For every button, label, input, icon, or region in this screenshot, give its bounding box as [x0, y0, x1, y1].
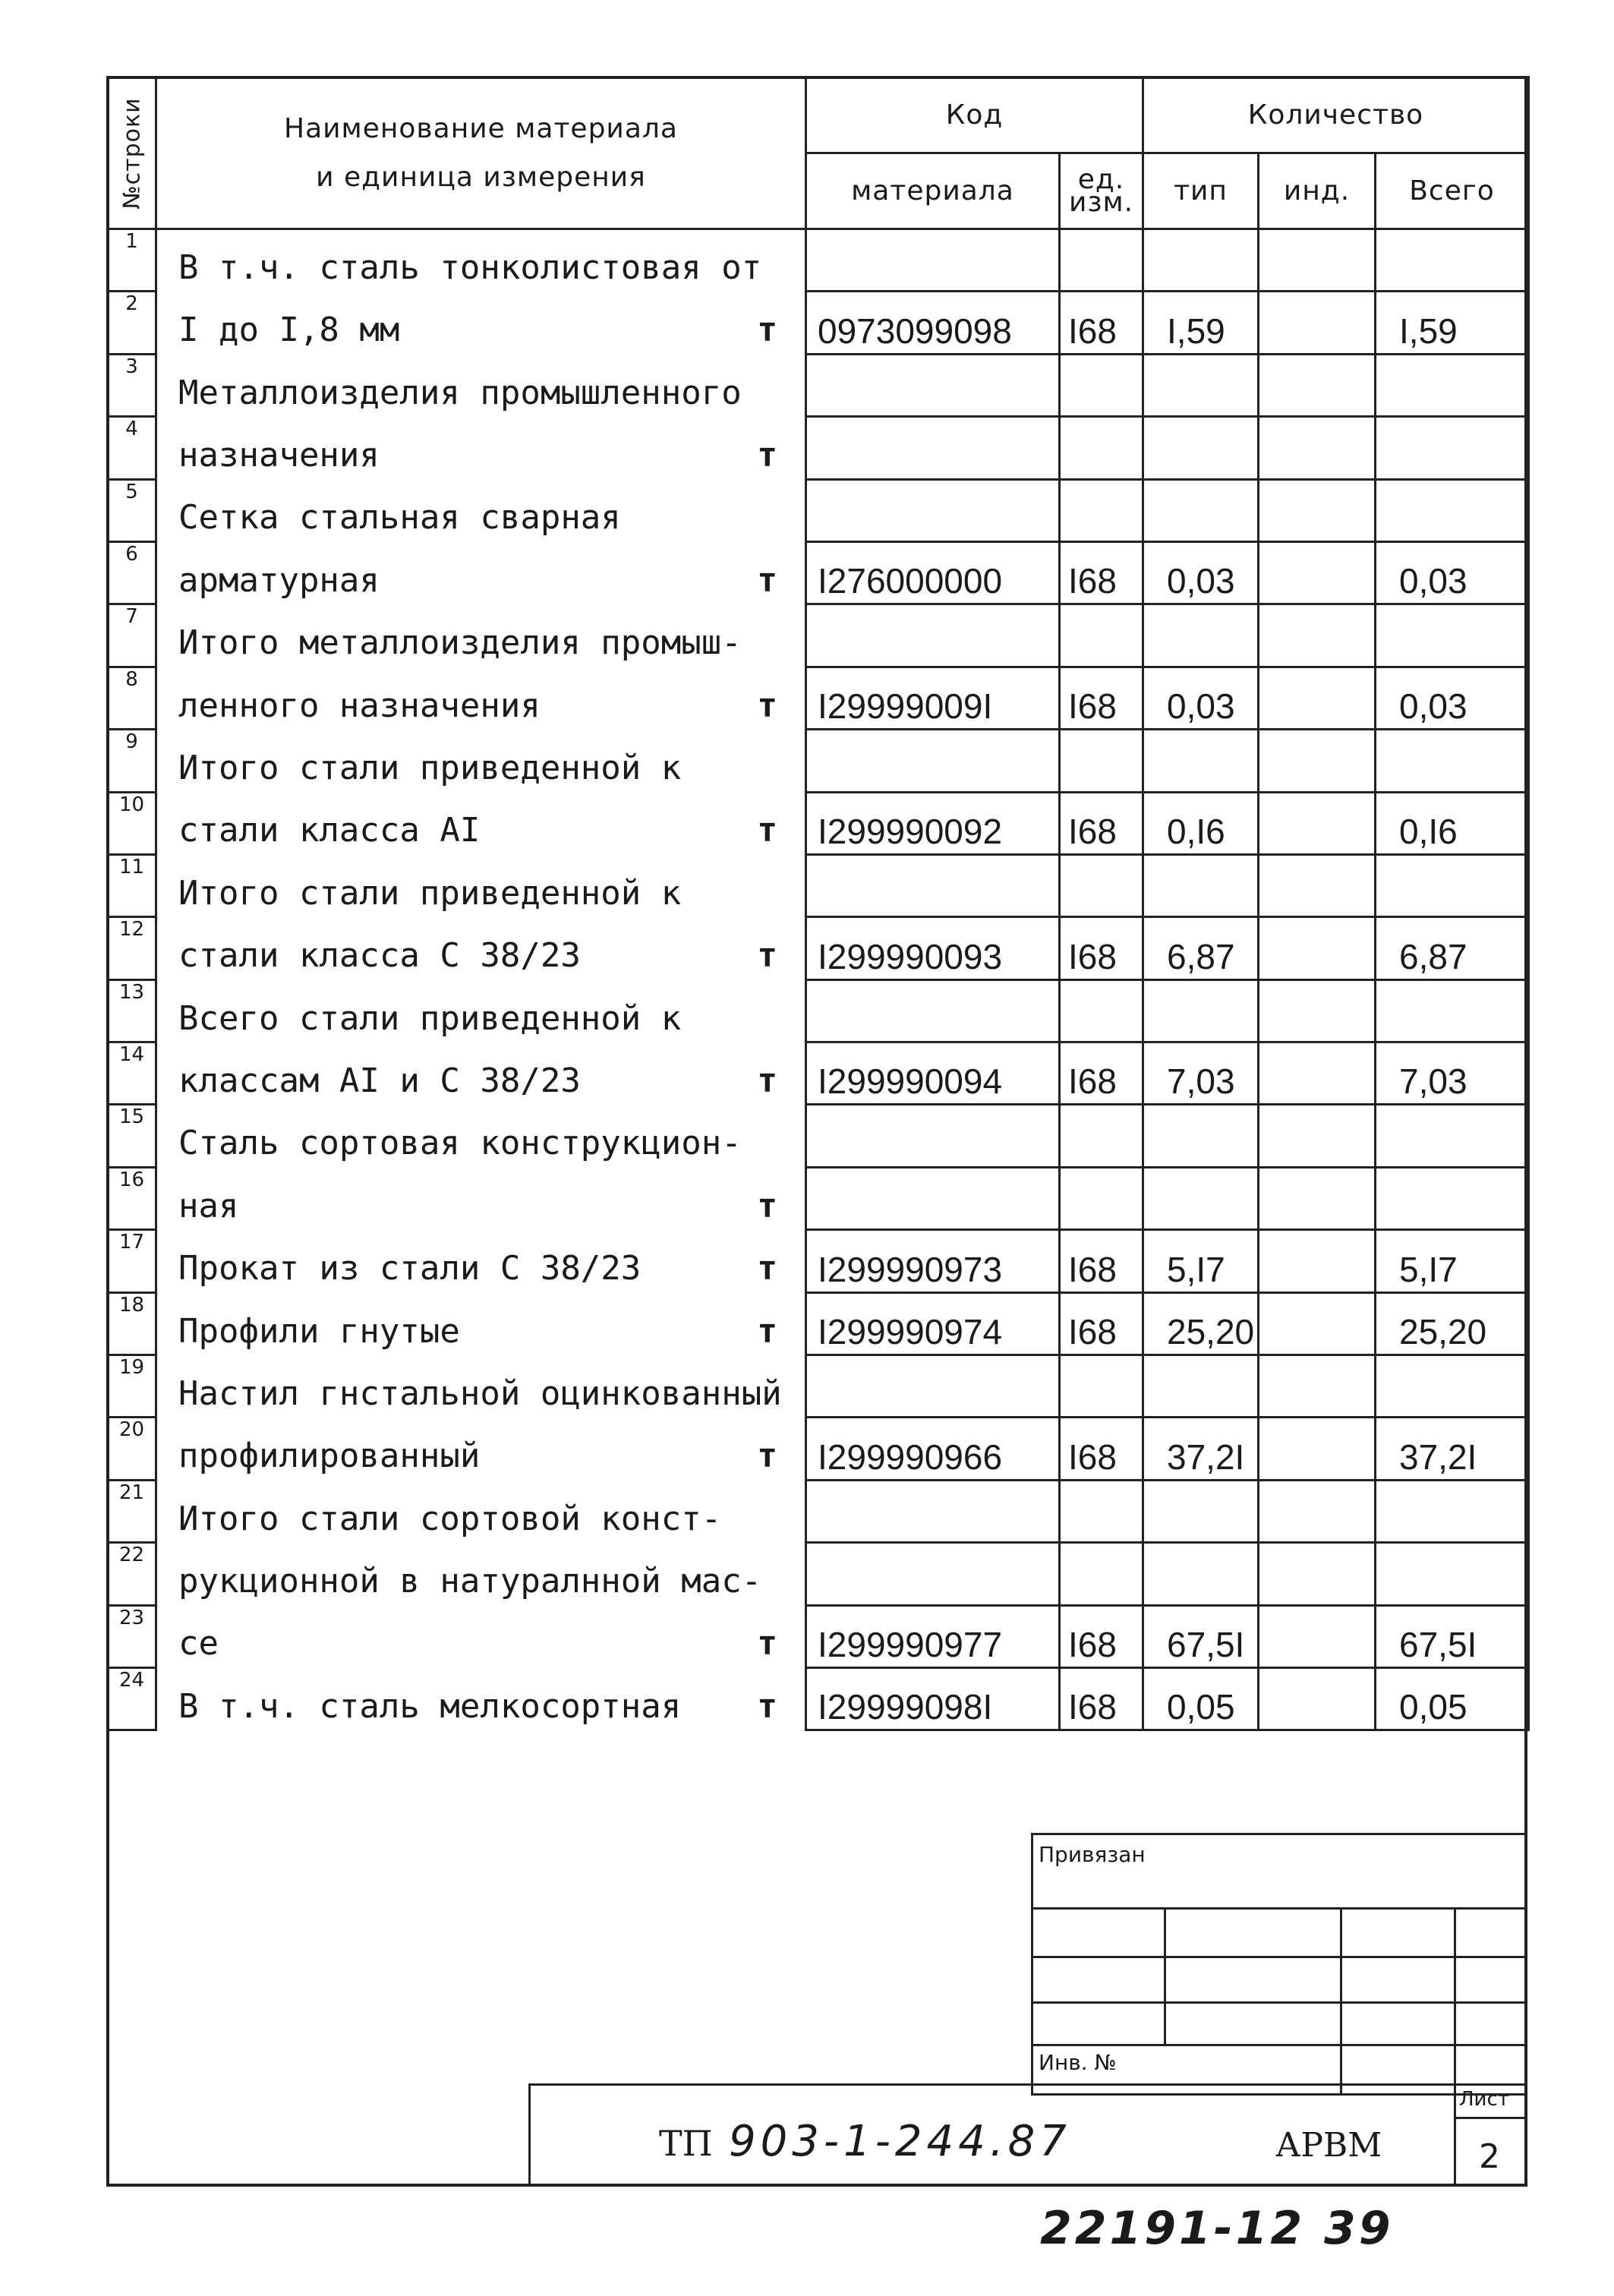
row-qty-total	[1376, 1167, 1529, 1229]
row-qty-ind	[1259, 1042, 1376, 1105]
row-number: 9	[108, 730, 156, 792]
row-number: 5	[108, 479, 156, 541]
row-material-code: I299990094	[806, 1042, 1060, 1105]
row-qty-total	[1376, 730, 1529, 792]
doc-mark: АРВМ	[1275, 2126, 1382, 2165]
unit-label: т	[757, 1061, 777, 1100]
row-qty-ind	[1259, 417, 1376, 479]
row-qty-typ: 0,03	[1143, 667, 1259, 729]
row-qty-typ	[1143, 1167, 1259, 1229]
row-qty-typ: 67,5I	[1143, 1605, 1259, 1667]
row-name	[156, 730, 806, 792]
row-name	[156, 479, 806, 541]
table-row	[108, 854, 1529, 916]
tb-line	[1164, 1907, 1166, 2044]
row-qty-total	[1376, 854, 1529, 916]
table-row	[108, 1042, 1529, 1105]
row-number: 7	[108, 604, 156, 667]
row-name	[156, 1418, 806, 1480]
row-qty-total	[1376, 1105, 1529, 1167]
materials-table	[106, 76, 1530, 1731]
tb-line	[1340, 1907, 1342, 2096]
row-qty-total: 0,I6	[1376, 792, 1529, 854]
row-qty-typ	[1143, 1355, 1259, 1418]
material-name: Прокат из стали С 38/23	[178, 1249, 642, 1288]
row-qty-ind	[1259, 792, 1376, 854]
row-qty-total	[1376, 604, 1529, 667]
material-name: стали класса AI	[178, 811, 481, 850]
row-number: 11	[108, 854, 156, 916]
header-material: материала	[806, 153, 1060, 229]
row-number: 19	[108, 1355, 156, 1418]
tb-line	[1031, 1907, 1527, 1910]
row-qty-ind	[1259, 1480, 1376, 1542]
row-qty-typ: I,59	[1143, 292, 1259, 354]
row-qty-total	[1376, 1355, 1529, 1418]
table-row	[108, 1355, 1529, 1418]
unit-label: т	[757, 936, 777, 976]
row-name	[156, 229, 806, 292]
row-number: 23	[108, 1605, 156, 1667]
row-qty-total: I,59	[1376, 292, 1529, 354]
table-row	[108, 1105, 1529, 1167]
row-qty-typ: 0,03	[1143, 541, 1259, 604]
row-number: 3	[108, 354, 156, 416]
row-material-code: I299990973	[806, 1230, 1060, 1292]
row-qty-typ: 5,I7	[1143, 1230, 1259, 1292]
header-unit-code: ед. изм.	[1060, 153, 1143, 229]
row-unit-code	[1060, 854, 1143, 916]
row-unit-code	[1060, 1167, 1143, 1229]
row-qty-ind	[1259, 1667, 1376, 1730]
row-material-code	[806, 1167, 1060, 1229]
row-name	[156, 979, 806, 1042]
row-name	[156, 1543, 806, 1605]
table-row	[108, 292, 1529, 354]
row-qty-ind	[1259, 1167, 1376, 1229]
row-qty-ind	[1259, 1605, 1376, 1667]
material-name: ленного назначения	[178, 686, 541, 725]
row-material-code	[806, 354, 1060, 416]
row-name	[156, 1167, 806, 1229]
row-qty-ind	[1259, 541, 1376, 604]
table-row	[108, 604, 1529, 667]
material-name: арматурная	[178, 560, 380, 600]
row-number: 18	[108, 1292, 156, 1355]
row-name	[156, 1480, 806, 1542]
row-unit-code	[1060, 730, 1143, 792]
tb-line	[1454, 1907, 1456, 2096]
row-material-code: I29999009I	[806, 667, 1060, 729]
table-row	[108, 229, 1529, 292]
row-material-code: 0973099098	[806, 292, 1060, 354]
row-unit-code: I68	[1060, 1418, 1143, 1480]
material-name: Металлоизделия промышленного	[178, 373, 742, 412]
row-qty-ind	[1259, 979, 1376, 1042]
row-material-code	[806, 479, 1060, 541]
row-qty-typ	[1143, 979, 1259, 1042]
row-qty-total: 25,20	[1376, 1292, 1529, 1355]
unit-label: т	[757, 1249, 777, 1288]
row-qty-ind	[1259, 917, 1376, 979]
row-qty-total	[1376, 979, 1529, 1042]
unit-label: т	[757, 1437, 777, 1476]
archive-number: 22191-12 39	[1040, 2202, 1394, 2255]
row-qty-typ: 0,I6	[1143, 792, 1259, 854]
row-name	[156, 417, 806, 479]
row-qty-typ	[1143, 354, 1259, 416]
row-material-code: I299990977	[806, 1605, 1060, 1667]
row-number: 8	[108, 667, 156, 729]
row-number: 21	[108, 1480, 156, 1542]
row-name	[156, 604, 806, 667]
tb-line	[1031, 2001, 1527, 2004]
row-qty-total: 0,03	[1376, 667, 1529, 729]
row-unit-code	[1060, 1543, 1143, 1605]
row-unit-code	[1060, 417, 1143, 479]
row-number: 13	[108, 979, 156, 1042]
row-unit-code	[1060, 354, 1143, 416]
row-qty-total	[1376, 417, 1529, 479]
row-qty-typ: 25,20	[1143, 1292, 1259, 1355]
row-qty-total	[1376, 479, 1529, 541]
material-name: Итого металлоизделия промыш-	[178, 623, 742, 663]
row-number: 22	[108, 1543, 156, 1605]
table-row	[108, 1292, 1529, 1355]
row-number: 1	[108, 229, 156, 292]
row-unit-code	[1060, 604, 1143, 667]
material-name: ная	[178, 1186, 239, 1225]
material-name: классам AI и С 38/23	[178, 1061, 581, 1100]
inv-no-label: Инв. №	[1039, 2050, 1117, 2075]
material-name: Настил гнстальной оцинкованный	[178, 1374, 782, 1413]
doc-prefix: ТП	[659, 2123, 713, 2164]
table-row	[108, 479, 1529, 541]
table-row	[108, 917, 1529, 979]
material-name: Всего стали приведенной к	[178, 998, 682, 1038]
table-row	[108, 1480, 1529, 1542]
row-name	[156, 1292, 806, 1355]
table-row	[108, 541, 1529, 604]
row-material-code: I299990093	[806, 917, 1060, 979]
table-row	[108, 1667, 1529, 1730]
row-material-code	[806, 1105, 1060, 1167]
material-name: I до I,8 мм	[178, 311, 400, 350]
row-qty-total: 0,05	[1376, 1667, 1529, 1730]
row-unit-code: I68	[1060, 917, 1143, 979]
row-qty-typ: 7,03	[1143, 1042, 1259, 1105]
row-qty-ind	[1259, 354, 1376, 416]
doc-number: 903-1-244.87	[729, 2117, 1071, 2166]
row-qty-total	[1376, 354, 1529, 416]
row-number: 24	[108, 1667, 156, 1730]
row-qty-total: 5,I7	[1376, 1230, 1529, 1292]
table-row	[108, 1605, 1529, 1667]
row-unit-code: I68	[1060, 1042, 1143, 1105]
header-quantity: Количество	[1143, 77, 1529, 153]
row-unit-code: I68	[1060, 1230, 1143, 1292]
row-number: 2	[108, 292, 156, 354]
row-name	[156, 1230, 806, 1292]
row-unit-code: I68	[1060, 792, 1143, 854]
row-number: 12	[108, 917, 156, 979]
table-row	[108, 1543, 1529, 1605]
material-name: Итого стали сортовой конст-	[178, 1499, 722, 1538]
row-unit-code: I68	[1060, 1605, 1143, 1667]
row-qty-ind	[1259, 854, 1376, 916]
header-code: Код	[806, 77, 1143, 153]
row-number: 16	[108, 1167, 156, 1229]
material-name: Сталь сортовая конструкцион-	[178, 1124, 742, 1163]
row-number: 14	[108, 1042, 156, 1105]
unit-label: т	[757, 686, 777, 725]
material-name: профилированный	[178, 1437, 481, 1476]
row-material-code	[806, 730, 1060, 792]
unit-label: т	[757, 1186, 777, 1225]
row-qty-total: 7,03	[1376, 1042, 1529, 1105]
row-qty-typ	[1143, 730, 1259, 792]
row-name	[156, 1355, 806, 1418]
table-row	[108, 1418, 1529, 1480]
material-name: се	[178, 1624, 219, 1664]
row-material-code	[806, 854, 1060, 916]
row-material-code	[806, 1543, 1060, 1605]
row-qty-ind	[1259, 667, 1376, 729]
unit-label: т	[757, 560, 777, 600]
row-unit-code: I68	[1060, 292, 1143, 354]
row-qty-ind	[1259, 1292, 1376, 1355]
row-material-code	[806, 417, 1060, 479]
unit-label: т	[757, 1686, 777, 1726]
header-row-number: №строки	[108, 77, 156, 229]
row-material-code	[806, 1355, 1060, 1418]
row-qty-typ	[1143, 229, 1259, 292]
unit-label: т	[757, 1311, 777, 1351]
row-qty-ind	[1259, 1105, 1376, 1167]
row-qty-total	[1376, 1543, 1529, 1605]
row-qty-ind	[1259, 1230, 1376, 1292]
row-unit-code	[1060, 479, 1143, 541]
material-name: стали класса С 38/23	[178, 936, 581, 976]
row-material-code	[806, 1480, 1060, 1542]
row-qty-total	[1376, 1480, 1529, 1542]
row-material-code	[806, 604, 1060, 667]
table-row	[108, 730, 1529, 792]
row-unit-code: I68	[1060, 1667, 1143, 1730]
row-number: 20	[108, 1418, 156, 1480]
row-name	[156, 667, 806, 729]
row-unit-code	[1060, 979, 1143, 1042]
row-material-code: I299990966	[806, 1418, 1060, 1480]
row-number: 4	[108, 417, 156, 479]
unit-label: т	[757, 1624, 777, 1664]
material-name: рукционной в натуралнной мас-	[178, 1562, 762, 1601]
row-qty-total: 37,2I	[1376, 1418, 1529, 1480]
row-name	[156, 354, 806, 416]
row-number: 10	[108, 792, 156, 854]
row-qty-typ	[1143, 1105, 1259, 1167]
row-material-code: I299990092	[806, 792, 1060, 854]
tb-line	[1031, 1956, 1527, 1958]
row-name	[156, 1667, 806, 1730]
row-unit-code	[1060, 1480, 1143, 1542]
row-qty-typ	[1143, 1480, 1259, 1542]
row-material-code: I276000000	[806, 541, 1060, 604]
row-qty-typ	[1143, 479, 1259, 541]
row-qty-total: 0,03	[1376, 541, 1529, 604]
row-qty-ind	[1259, 730, 1376, 792]
tb-line	[1454, 2083, 1456, 2187]
table-row	[108, 354, 1529, 416]
sheet-label: Лист	[1459, 2088, 1509, 2111]
row-unit-code	[1060, 229, 1143, 292]
header-total: Всего	[1376, 153, 1529, 229]
table-row	[108, 1167, 1529, 1229]
row-name	[156, 1105, 806, 1167]
table-row	[108, 792, 1529, 854]
row-name	[156, 1042, 806, 1105]
table-row	[108, 1230, 1529, 1292]
table-row	[108, 979, 1529, 1042]
row-qty-ind	[1259, 1418, 1376, 1480]
header-name: Наименование материала и единица измерения	[156, 77, 806, 229]
row-unit-code: I68	[1060, 667, 1143, 729]
row-qty-ind	[1259, 604, 1376, 667]
row-qty-typ	[1143, 854, 1259, 916]
row-material-code	[806, 229, 1060, 292]
row-qty-typ: 37,2I	[1143, 1418, 1259, 1480]
row-name	[156, 792, 806, 854]
row-name	[156, 1605, 806, 1667]
row-material-code: I29999098I	[806, 1667, 1060, 1730]
header-typ: тип	[1143, 153, 1259, 229]
material-name: В т.ч. сталь мелкосортная	[178, 1686, 682, 1726]
table-row	[108, 417, 1529, 479]
table-row	[108, 667, 1529, 729]
row-qty-total: 67,5I	[1376, 1605, 1529, 1667]
row-qty-typ: 0,05	[1143, 1667, 1259, 1730]
row-name	[156, 917, 806, 979]
material-name: Итого стали приведенной к	[178, 749, 682, 788]
row-qty-typ	[1143, 1543, 1259, 1605]
row-qty-typ	[1143, 604, 1259, 667]
sheet-number: 2	[1479, 2137, 1500, 2176]
row-material-code	[806, 979, 1060, 1042]
material-name: назначения	[178, 436, 380, 475]
row-unit-code	[1060, 1105, 1143, 1167]
row-number: 6	[108, 541, 156, 604]
row-unit-code: I68	[1060, 541, 1143, 604]
row-qty-typ	[1143, 417, 1259, 479]
row-qty-ind	[1259, 229, 1376, 292]
row-qty-ind	[1259, 292, 1376, 354]
material-name: В т.ч. сталь тонколистовая от	[178, 248, 762, 287]
row-qty-ind	[1259, 479, 1376, 541]
row-qty-ind	[1259, 1355, 1376, 1418]
row-material-code: I299990974	[806, 1292, 1060, 1355]
material-name: Профили гнутые	[178, 1311, 460, 1351]
row-number: 15	[108, 1105, 156, 1167]
row-qty-ind	[1259, 1543, 1376, 1605]
header-ind: инд.	[1259, 153, 1376, 229]
row-number: 17	[108, 1230, 156, 1292]
row-unit-code	[1060, 1355, 1143, 1418]
row-name	[156, 854, 806, 916]
row-qty-total: 6,87	[1376, 917, 1529, 979]
tb-line	[1454, 2117, 1527, 2119]
row-name	[156, 292, 806, 354]
row-qty-typ: 6,87	[1143, 917, 1259, 979]
row-qty-total	[1376, 229, 1529, 292]
material-name: Сетка стальная сварная	[178, 498, 621, 538]
tb-line	[1031, 2044, 1527, 2046]
material-name: Итого стали приведенной к	[178, 873, 682, 913]
privyazan-label: Привязан	[1039, 1842, 1146, 1867]
unit-label: т	[757, 311, 777, 350]
row-name	[156, 541, 806, 604]
unit-label: т	[757, 811, 777, 850]
unit-label: т	[757, 436, 777, 475]
row-unit-code: I68	[1060, 1292, 1143, 1355]
